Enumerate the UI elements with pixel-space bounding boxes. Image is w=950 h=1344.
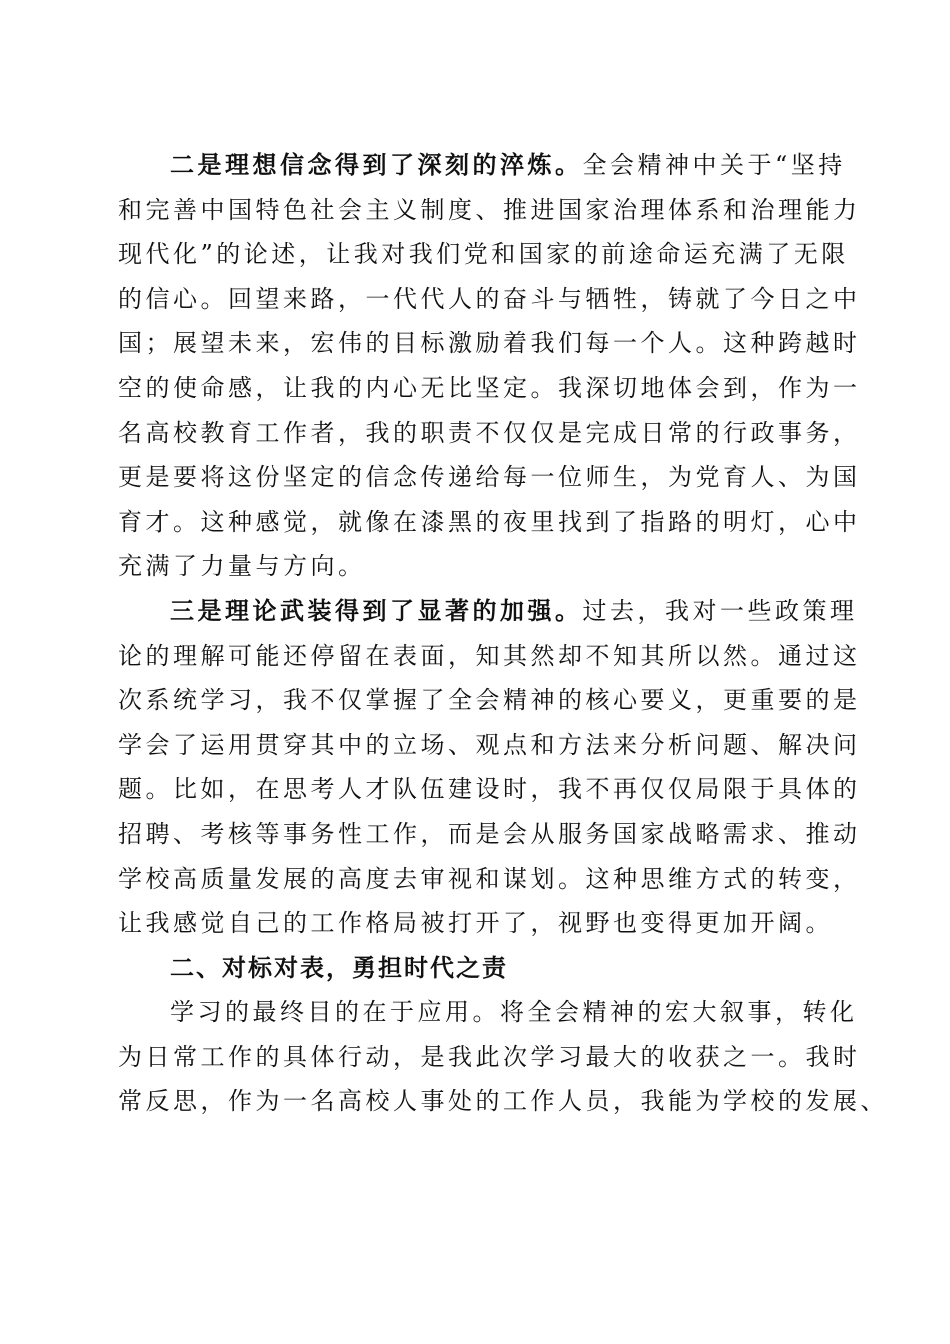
- paragraph-3-line: 为日常工作的具体行动，是我此次学习最大的收获之一。我时: [118, 1042, 861, 1071]
- paragraph-2-line-1-rest: 过去，我对一些政策理: [582, 596, 858, 625]
- paragraph-2-line-1: [118, 589, 858, 634]
- paragraph-1-line: 育才。这种感觉，就像在漆黑的夜里找到了指路的明灯，心中: [118, 507, 861, 536]
- paragraph-1-line: 空的使命感，让我的内心无比坚定。我深切地体会到，作为一: [118, 373, 861, 402]
- paragraph-2-line: 让我感觉自己的工作格局被打开了，视野也变得更加开阔。: [118, 909, 833, 938]
- paragraph-2-lead: 三是理论武装得到了显著的加强。: [170, 595, 583, 625]
- paragraph-2-line: 学校高质量发展的高度去审视和谋划。这种思维方式的转变，: [118, 864, 861, 893]
- paragraph-1-line-1-rest: 全会精神中关于“坚持: [582, 151, 846, 179]
- paragraph-2-line: 题。比如，在思考人才队伍建设时，我不再仅仅局限于具体的: [118, 775, 861, 804]
- paragraph-1-line: 现代化”的论述，让我对我们党和国家的前途命运充满了无限: [118, 240, 849, 269]
- paragraph-2-line: 学会了运用贯穿其中的立场、观点和方法来分析问题、解决问: [118, 730, 861, 759]
- paragraph-2-line: 次系统学习，我不仅掌握了全会精神的核心要义，更重要的是: [118, 686, 861, 715]
- paragraph-1-lead: 二是理想信念得到了深刻的淬炼。: [170, 150, 583, 179]
- document-body: [118, 143, 888, 1124]
- paragraph-2-line: 招聘、考核等事务性工作，而是会从服务国家战略需求、推动: [118, 819, 861, 848]
- paragraph-1-line: 名高校教育工作者，我的职责不仅仅是完成日常的行政事务，: [118, 418, 861, 447]
- paragraph-3-line-1: 学习的最终目的在于应用。将全会精神的宏大叙事，转化: [170, 998, 858, 1027]
- paragraph-1-line: 充满了力量与方向。: [118, 552, 366, 581]
- section-heading: 二、对标对表，勇担时代之责: [170, 953, 508, 982]
- paragraph-1-line-1: [118, 143, 846, 188]
- paragraph-1-line: 更是要将这份坚定的信念传递给每一位师生，为党育人、为国: [118, 463, 861, 492]
- paragraph-1-line: 的信心。回望来路，一代代人的奋斗与牺牲，铸就了今日之中: [118, 284, 861, 313]
- paragraph-2-line: 论的理解可能还停留在表面，知其然却不知其所以然。通过这: [118, 641, 861, 670]
- paragraph-1-line: 国；展望未来，宏伟的目标激励着我们每一个人。这种跨越时: [118, 329, 861, 358]
- paragraph-3-line: 常反思，作为一名高校人事处的工作人员，我能为学校的发展、: [118, 1087, 888, 1116]
- paragraph-1-line: 和完善中国特色社会主义制度、推进国家治理体系和治理能力: [118, 195, 861, 224]
